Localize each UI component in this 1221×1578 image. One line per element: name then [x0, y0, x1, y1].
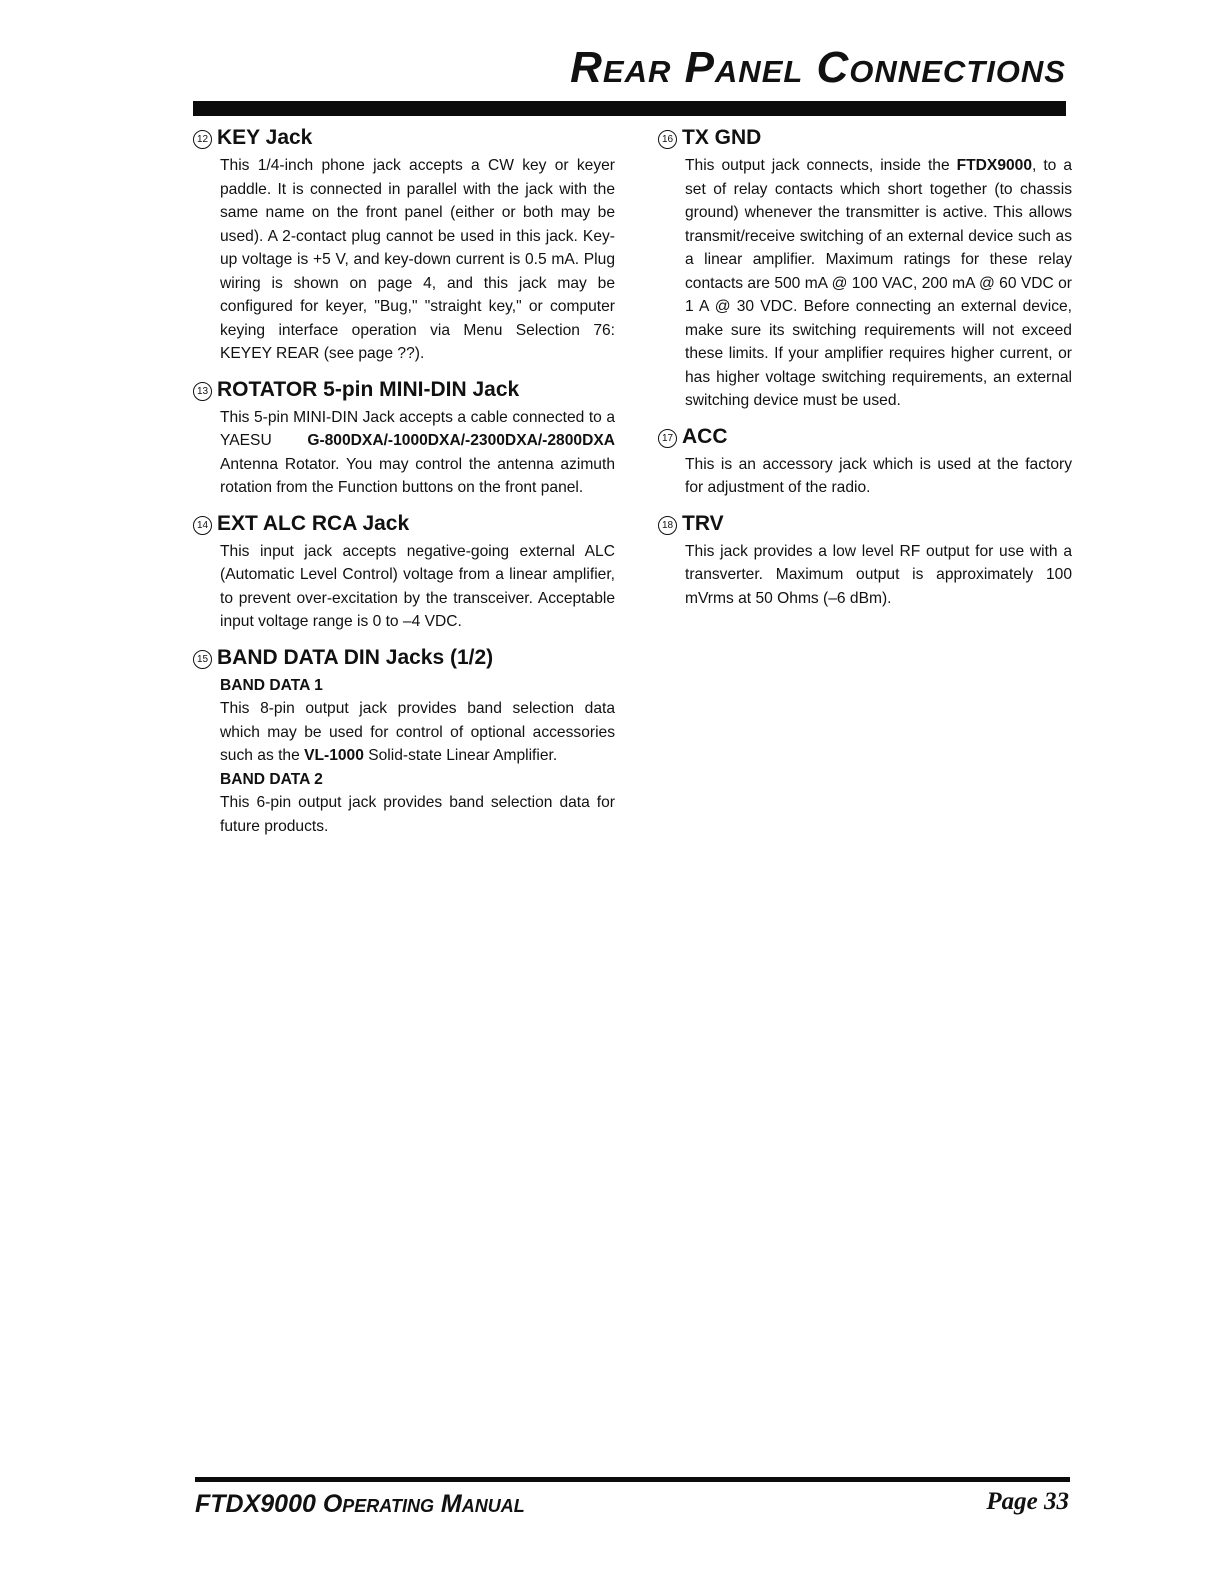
section-body: This 1/4-inch phone jack accepts a CW key or keyer paddle. It is connected in parallel with the jack with the same name on the front panel (either or both may be used). A 2-contact plug cannot be used in this jack. Key-up voltage is +5 V, and key-down current is 0.5 mA. Plug wiring is shown on page 4, and this jack may be configured for keyer, "Bug," "straight key," or computer keying interface operation via Menu Selection 76: KEYEY REAR (see page ??). [220, 157, 615, 362]
section-body [220, 406, 615, 500]
body-text-run: Solid-state Linear Amplifier. [363, 747, 558, 764]
section-ext-alc-jack [193, 510, 615, 634]
section-rotator-jack [193, 376, 615, 500]
subsection-title: BAND DATA 1 [220, 676, 323, 694]
section-title: EXT ALC RCA Jack [217, 511, 410, 535]
subsection-body [220, 697, 615, 768]
amplifier-model-name: VL-1000 [304, 747, 364, 764]
body-text-run: , to a set of relay contacts which short together (to chassis ground) whenever the transmitter is active. This allows transmit/receive switching of an external device such as a linear amplifier. Maximum ratings for these relay contacts are 500 mA @ 100 VAC, 200 mA @ 60 VDC or 1 A @ 30 VDC. Before connecting an external device, make sure its switching requirements will not exceed these limits. If your amplifier requires higher current, or has higher voltage switching requirements, an external switching device must be used. [685, 157, 1072, 409]
section-title: KEY Jack [217, 126, 313, 149]
left-column [193, 124, 615, 848]
section-body: This is an accessory jack which is used at the factory for adjustment of the radio. [685, 455, 1072, 496]
section-tx-gnd [658, 124, 1072, 413]
circled-number-badge: 17 [658, 429, 677, 448]
subsection-body: This 6-pin output jack provides band selection data for future products. [220, 794, 615, 835]
section-title: ACC [682, 424, 728, 448]
section-heading [658, 510, 1072, 538]
section-heading [658, 124, 1072, 152]
body-text-run: This 5-pin MINI-DIN Jack accepts a cable connected to a YAESU [220, 408, 615, 449]
footer-rule [195, 1477, 1070, 1482]
page-number: Page 33 [986, 1488, 1069, 1515]
circled-number-badge: 12 [193, 130, 212, 149]
radio-model-name: FTDX9000 [956, 157, 1033, 174]
section-heading [658, 423, 1072, 451]
right-column [658, 124, 1072, 620]
header-rule [193, 101, 1066, 116]
section-heading [193, 644, 615, 672]
footer-manual-title: FTDX9000 Operating Manual [195, 1490, 525, 1518]
section-heading [193, 510, 615, 538]
circled-number-badge: 18 [658, 516, 677, 535]
body-text-run: This 8-pin output jack provides band selection data which may be used for control of optional accessories such as the [220, 700, 615, 764]
section-body: This jack provides a low level RF output for use with a transverter. Maximum output is approximately 100 mVrms at 50 Ohms (–6 dBm). [685, 542, 1072, 607]
section-body [685, 154, 1072, 413]
circled-number-badge: 16 [658, 130, 677, 149]
section-title: ROTATOR 5-pin MINI-DIN Jack [217, 377, 520, 401]
circled-number-badge: 15 [193, 650, 212, 669]
section-acc [658, 423, 1072, 500]
section-title: TX GND [682, 126, 762, 149]
section-heading [193, 376, 615, 404]
section-title: BAND DATA DIN Jacks (1/2) [217, 645, 494, 669]
section-trv [658, 510, 1072, 611]
body-text-run: This output jack connects, inside the [685, 157, 957, 174]
section-title: TRV [682, 511, 724, 535]
rotator-model-names: G-800DXA/-1000DXA/-2300DXA/-2800DXA [307, 432, 615, 449]
section-body: This input jack accepts negative-going external ALC (Automatic Level Control) voltage from a linear amplifier, to prevent over-excitation by the transceiver. Acceptable input voltage range is 0 to –4 VDC. [220, 542, 615, 630]
circled-number-badge: 13 [193, 382, 212, 401]
section-heading [193, 124, 615, 152]
body-text-run: Antenna Rotator. You may control the antenna azimuth rotation from the Function buttons on the front panel. [220, 455, 615, 496]
page-title: Rear Panel Connections [570, 43, 1066, 92]
subsection-title: BAND DATA 2 [220, 770, 323, 788]
section-key-jack [193, 124, 615, 366]
section-band-data-jacks [193, 644, 615, 839]
circled-number-badge: 14 [193, 516, 212, 535]
